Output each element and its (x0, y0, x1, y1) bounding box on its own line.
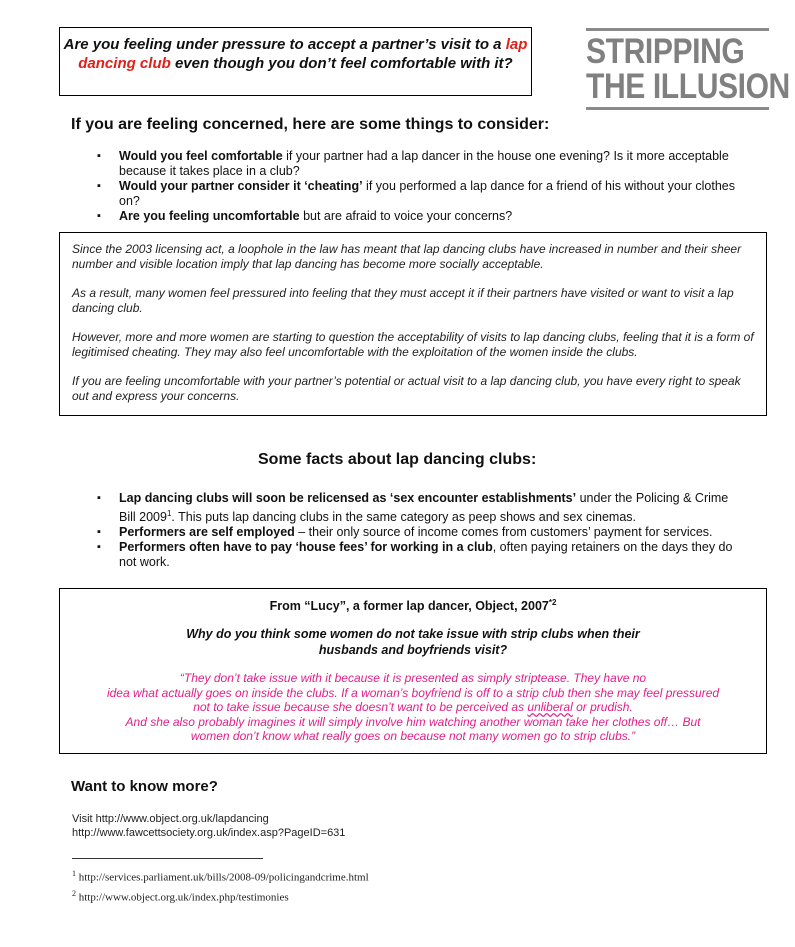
link-fawcett[interactable]: http://www.fawcettsociety.org.uk/index.asp?PageID=631 (72, 827, 346, 839)
logo-line-1: STRIPPING (586, 32, 745, 71)
bullet-bold: Would you feel comfortable (119, 149, 283, 163)
list-item (97, 179, 737, 209)
section1-heading: If you are feeling concerned, here are some things to consider: (71, 116, 550, 133)
section1-bullet-list (97, 149, 737, 224)
footnote-divider (72, 858, 263, 859)
footnotes (72, 866, 369, 905)
quote-source (60, 598, 766, 613)
footnote-ref: 1 (166, 509, 172, 518)
bullet-text: if you performed a lap dance for a friend of his without your clothes on? (119, 179, 735, 208)
footnote-item (72, 866, 369, 886)
title-text-1: Are you feeling under pressure to accept a partner’s visit to a (63, 36, 506, 53)
footnote-item (72, 886, 369, 906)
bullet-bold: Lap dancing clubs will soon be relicensed as ‘sex encounter establishments’ (119, 491, 577, 505)
logo-bottom-bar (586, 107, 769, 110)
list-item (97, 525, 737, 540)
bullet-text: if your partner had a lap dancer in the house one evening? Is it more acceptable because it takes place in a club? (119, 149, 729, 178)
info-paragraph: As a result, many women feel pressured into feeling that they must accept it if their partners have visited or want to visit a lap dancing club. (72, 286, 734, 315)
footnote-num: 2 (72, 888, 76, 898)
info-paragraph: If you are feeling uncomfortable with your partner’s potential or actual visit to a lap dancing club, you have every right to speak out and express your concerns. (72, 374, 741, 403)
info-box (59, 232, 767, 416)
title-text-2: even though you don’t feel comfortable with it? (170, 55, 513, 72)
link-object[interactable]: Visit http://www.object.org.uk/lapdancing (72, 813, 269, 825)
footnote-num: 1 (72, 869, 76, 878)
quote-source-text: From “Lucy”, a former lap dancer, Object, 2007 (269, 599, 549, 614)
list-item (97, 540, 737, 570)
list-item (97, 209, 737, 224)
bullet-bold: Are you feeling uncomfortable (119, 209, 300, 223)
quote-line: And she also probably imagines it will simply involve him watching another woman take her clothes off… But (125, 714, 701, 729)
question-line: husbands and boyfriends visit? (318, 643, 508, 658)
quote-line: “They don’t take issue with it because it is presented as simply striptease. They have no (179, 671, 647, 686)
list-item (97, 149, 737, 179)
info-paragraph: However, more and more women are starting to question the acceptability of visits to lap dancing clubs, feeling that it is a form of legitimised cheating. They may also feel uncomfortable with the exploitation of the women inside the clubs. (72, 330, 754, 359)
bullet-text: . This puts lap dancing clubs in the same category as peep shows and sex cinemas. (171, 510, 637, 525)
quote-line-part: not to take issue because she doesn’t want to be perceived as (193, 700, 528, 715)
quote-box (59, 588, 767, 754)
title-box (59, 27, 532, 96)
stripping-the-illusion-logo (586, 28, 790, 110)
quote-line: women don’t know what really goes on because not many women go to strip clubs.” (190, 729, 636, 744)
quote-question (60, 626, 766, 658)
bullet-text: under the Policing & Crime Bill 2009 (119, 491, 729, 525)
quote-line: idea what actually goes on inside the clubs. If a woman’s boyfriend is off to a strip club then she may feel pressured (106, 685, 720, 700)
quote-line-part: or prudish. (572, 700, 633, 715)
section2-bullet-list (97, 491, 737, 570)
title-highlight: lap dancing club (78, 36, 528, 72)
list-item (97, 491, 737, 525)
bullet-bold: Would your partner consider it ‘cheating’ (119, 179, 363, 193)
section2-heading: Some facts about lap dancing clubs: (258, 451, 537, 468)
logo-top-bar (586, 28, 769, 31)
more-links (72, 812, 345, 840)
footnote-link[interactable]: http://services.parliament.uk/bills/2008-09/policingandcrime.html (76, 871, 369, 884)
question-line: Why do you think some women do not take issue with strip clubs when their (186, 627, 640, 642)
bullet-bold: Performers often have to pay ‘house fees’ for working in a club (119, 540, 493, 555)
footnote-link[interactable]: http://www.object.org.uk/index.php/testimonies (76, 891, 289, 904)
bullet-text: – their only source of income comes from customers’ payment for services. (294, 525, 713, 540)
more-heading: Want to know more? (71, 778, 218, 795)
quote-line-underlined: unliberal (527, 700, 573, 715)
footnote-ref: *2 (548, 598, 557, 607)
bullet-text: , often paying retainers on the days they do not work. (119, 540, 733, 570)
quote-line (60, 700, 766, 715)
logo-line-2: THE ILLUSION (586, 67, 790, 106)
quote-text (60, 671, 766, 744)
bullet-bold: Performers are self employed (119, 525, 295, 540)
info-paragraph: Since the 2003 licensing act, a loophole in the law has meant that lap dancing clubs have increased in number and their sheer number and visible location imply that lap dancing has become more socially acceptable. (72, 242, 742, 271)
bullet-text: but are afraid to voice your concerns? (299, 209, 513, 223)
